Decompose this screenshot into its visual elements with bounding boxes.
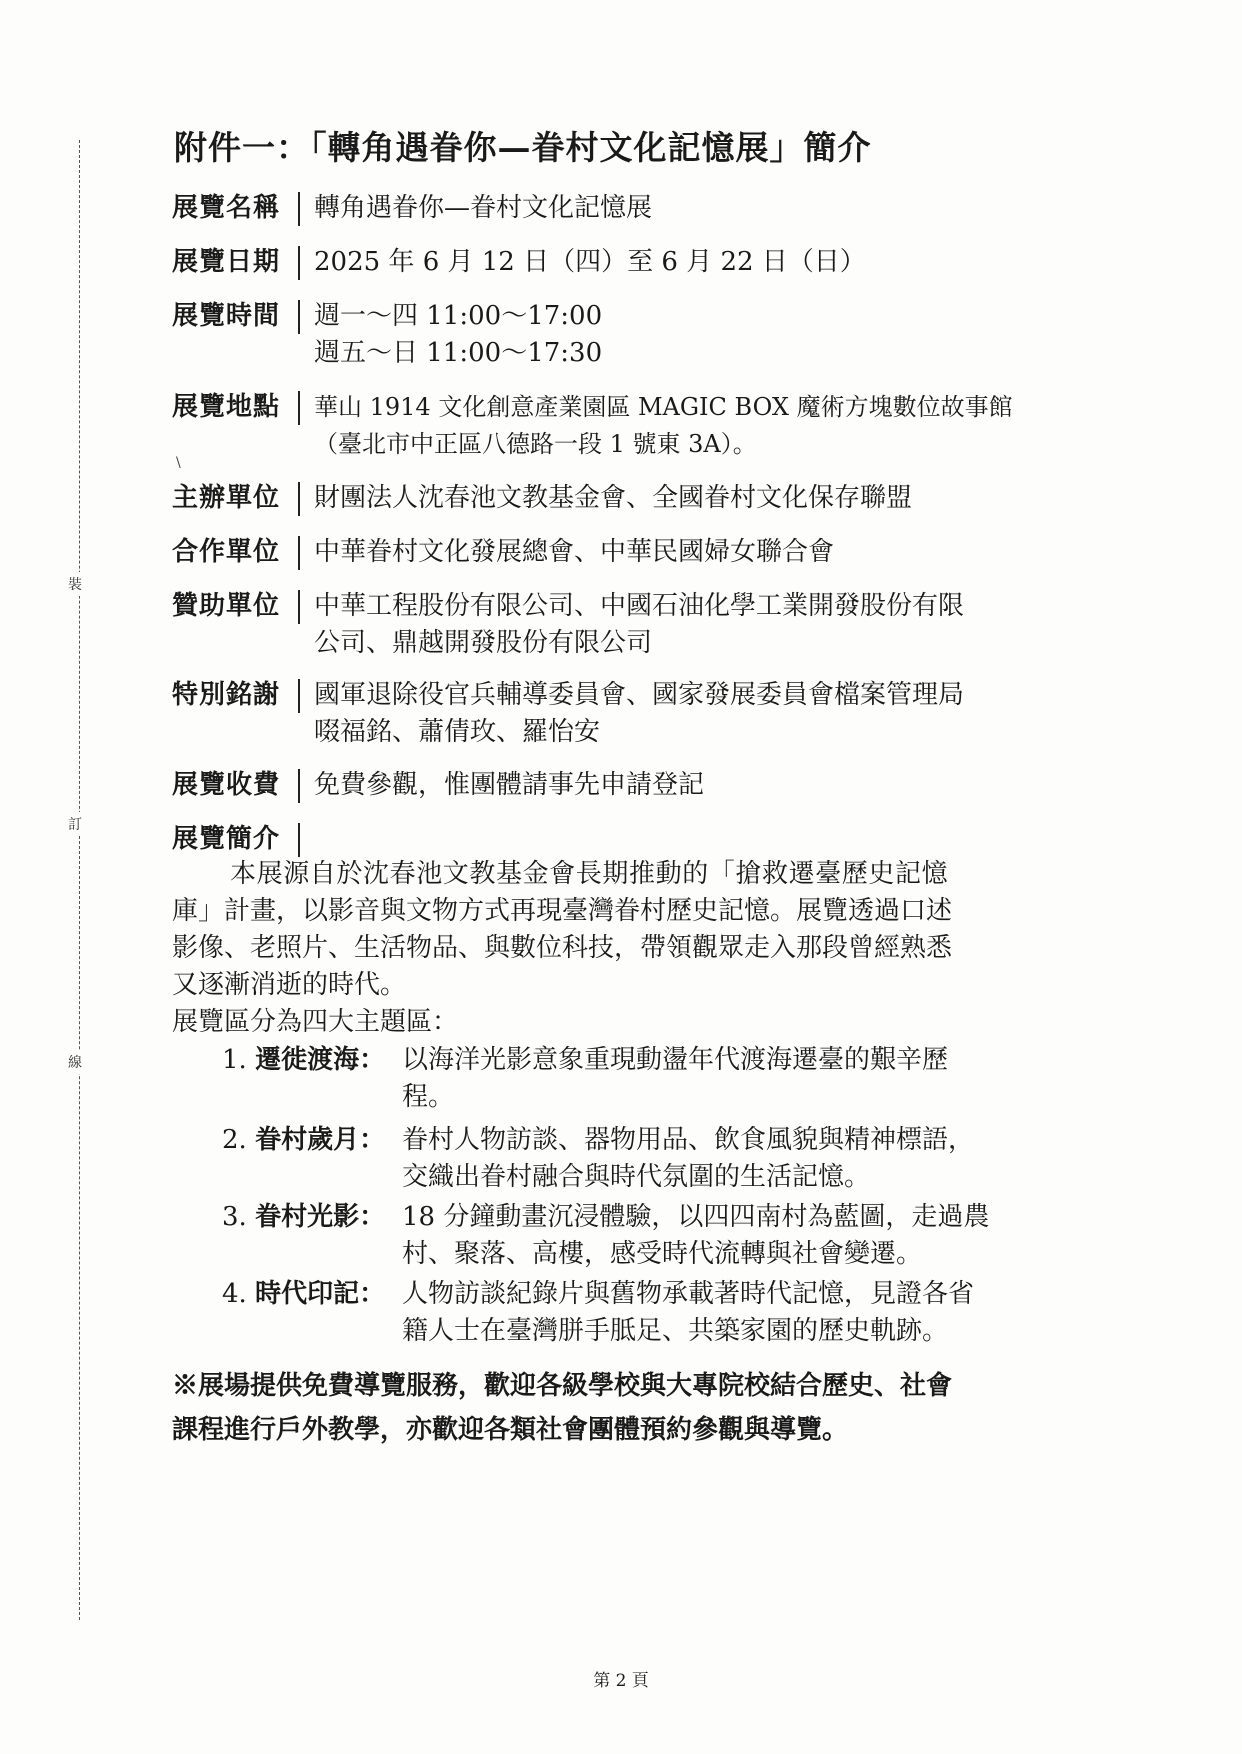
theme-name: 眷村光影： <box>255 1202 386 1232</box>
field-value: 免費參觀，惟團體請事先申請登記 <box>314 770 705 800</box>
field-acknowledgement <box>172 677 1052 751</box>
theme-item <box>222 1042 1052 1116</box>
field-divider <box>298 300 300 334</box>
themes-heading: 展覽區分為四大主題區： <box>172 1007 459 1037</box>
field-divider <box>298 769 300 803</box>
theme-desc-line: 村、聚落、高樓，感受時代流轉與社會變遷。 <box>402 1239 923 1269</box>
field-exhibition-name <box>172 190 1052 227</box>
field-divider <box>298 590 300 624</box>
field-value-line: 華山 1914 文化創意產業園區 MAGIC BOX 魔術方塊數位故事館 <box>314 393 1013 421</box>
field-divider <box>298 679 300 713</box>
field-divider <box>298 536 300 570</box>
theme-number: 1. <box>222 1045 247 1075</box>
theme-name: 遷徙渡海： <box>255 1045 386 1075</box>
field-divider <box>298 823 300 857</box>
theme-desc-line: 籍人士在臺灣胼手胝足、共築家園的歷史軌跡。 <box>402 1316 949 1346</box>
intro-line: 本展源自於沈春池文教基金會長期推動的「搶救遷臺歷史記憶 <box>230 859 949 889</box>
field-value: 中華眷村文化發展總會、中華民國婦女聯合會 <box>314 537 835 567</box>
field-label: 主辦單位 <box>172 483 281 513</box>
field-exhibition-venue <box>172 389 1052 463</box>
note-line: 課程進行戶外教學，亦歡迎各類社會團體預約參觀與導覽。 <box>172 1415 849 1445</box>
theme-item <box>222 1276 1052 1350</box>
field-partner <box>172 534 1052 571</box>
field-label: 展覽簡介 <box>172 824 281 854</box>
field-introduction <box>172 821 1052 858</box>
intro-line: 庫」計畫，以影音與文物方式再現臺灣眷村歷史記憶。展覽透過口述 <box>172 896 953 926</box>
theme-name: 時代印記： <box>255 1279 386 1309</box>
theme-name: 眷村歲月： <box>255 1125 386 1155</box>
binding-mark-zhuang: 裝 <box>68 572 82 596</box>
binding-mark-xian: 線 <box>68 1050 82 1074</box>
field-exhibition-hours <box>172 298 1052 372</box>
binding-line <box>79 140 80 1620</box>
field-value-line: 週一～四 11:00～17:00 <box>314 301 603 331</box>
theme-desc-line: 交織出眷村融合與時代氛圍的生活記憶。 <box>402 1162 871 1192</box>
field-label: 展覽地點 <box>172 392 281 422</box>
theme-desc-line: 程。 <box>402 1082 455 1112</box>
field-admission <box>172 767 1052 804</box>
scan-mark: \ <box>176 455 181 471</box>
note-line: ※展場提供免費導覽服務，歡迎各級學校與大專院校結合歷史、社會 <box>172 1371 953 1401</box>
theme-number: 4. <box>222 1279 247 1309</box>
field-value: 轉角遇眷你—眷村文化記憶展 <box>314 193 653 223</box>
page-number: 第 2 頁 <box>593 1671 649 1691</box>
theme-desc-line: 以海洋光影意象重現動盪年代渡海遷臺的艱辛歷 <box>402 1045 949 1075</box>
field-label: 展覽收費 <box>172 770 281 800</box>
field-value-line: 公司、鼎越開發股份有限公司 <box>314 628 653 658</box>
intro-line: 又逐漸消逝的時代。 <box>172 970 407 1000</box>
field-value-line: 週五～日 11:00～17:30 <box>314 338 603 368</box>
field-label: 贊助單位 <box>172 591 281 621</box>
theme-item <box>222 1199 1052 1273</box>
field-value: 財團法人沈春池文教基金會、全國眷村文化保存聯盟 <box>314 483 913 513</box>
theme-desc-line: 18 分鐘動畫沉浸體驗，以四四南村為藍圖，走過農 <box>402 1202 990 1232</box>
theme-item <box>222 1122 1052 1196</box>
field-label: 展覽時間 <box>172 301 281 331</box>
field-label: 展覽日期 <box>172 247 281 277</box>
field-value-line: 中華工程股份有限公司、中國石油化學工業開發股份有限 <box>314 591 965 621</box>
field-label: 合作單位 <box>172 537 281 567</box>
theme-desc-line: 人物訪談紀錄片與舊物承載著時代記憶，見證各省 <box>402 1279 975 1309</box>
field-divider <box>298 246 300 280</box>
field-exhibition-date <box>172 244 1052 281</box>
document-title: 附件一：「轉角遇眷你—眷村文化記憶展」簡介 <box>174 128 872 167</box>
theme-number: 3. <box>222 1202 247 1232</box>
binding-mark-ding: 訂 <box>68 812 82 836</box>
field-label: 特別銘謝 <box>172 680 281 710</box>
theme-number: 2. <box>222 1125 247 1155</box>
intro-paragraph <box>172 856 1042 1004</box>
field-value: 2025 年 6 月 12 日（四）至 6 月 22 日（日） <box>314 247 866 277</box>
field-divider <box>298 482 300 516</box>
field-divider <box>298 391 300 425</box>
guided-tour-note <box>172 1364 1052 1452</box>
field-value-line: 啜福銘、蕭倩玫、羅怡安 <box>314 717 601 747</box>
field-organizer <box>172 480 1052 517</box>
theme-desc-line: 眷村人物訪談、器物用品、飲食風貌與精神標語， <box>402 1125 975 1155</box>
field-divider <box>298 192 300 226</box>
field-value-line: 國軍退除役官兵輔導委員會、國家發展委員會檔案管理局 <box>314 680 965 710</box>
field-label: 展覽名稱 <box>172 193 281 223</box>
field-sponsor <box>172 588 1052 662</box>
field-value-line: （臺北市中正區八德路一段 1 號東 3A）。 <box>314 430 757 458</box>
intro-line: 影像、老照片、生活物品、與數位科技，帶領觀眾走入那段曾經熟悉 <box>172 933 953 963</box>
